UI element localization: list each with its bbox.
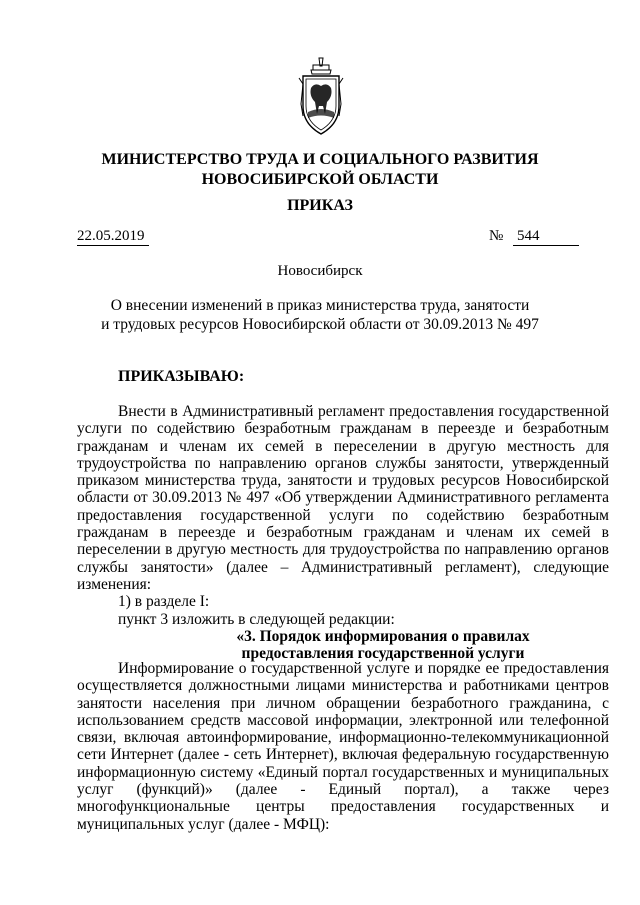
subject-line1: О внесении изменений в приказ министерства труда, занятости — [110, 297, 530, 314]
section-title-line2: предоставления государственной услуги — [241, 645, 525, 663]
subject-line2: и трудовых ресурсов Новосибирской области от 30.09.2013 № 497 — [101, 316, 539, 333]
order-verb: ПРИКАЗЫВАЮ: — [118, 368, 245, 385]
list-item-2: пункт 3 изложить в следующей редакции: — [118, 610, 395, 628]
ministry-name — [0, 150, 640, 190]
city-name: Новосибирск — [277, 263, 363, 279]
section-title — [77, 628, 609, 663]
order-date: 22.05.2019 — [77, 228, 149, 246]
order-subject — [0, 296, 640, 334]
section-title-line1: «3. Порядок информирования о правилах — [236, 627, 530, 645]
coat-of-arms-emblem — [297, 56, 345, 138]
paragraph-1: Внести в Административный регламент предоставления государственной услуги по содействию безработным гражданам в переезде и безработным гражданам и членам их семей в переселении в другую местность для трудоустройства по направлению органов службы занятости, утвержденный приказом министерства труда, занятости и трудовых ресурсов Новосибирской области от 30.09.2013 № 497 «Об утверждении Административного регламента предоставления государственной услуги по содействию безработным гражданам в переезде и безработным гражданам и членам их семей в переселении в другую местность для трудоустройства по направлению органов службы занятости» (далее – Административный регламент), следующие изменения: — [77, 403, 609, 593]
list-item-1: 1) в разделе I: — [118, 593, 210, 611]
ministry-name-line1: МИНИСТЕРСТВО ТРУДА И СОЦИАЛЬНОГО РАЗВИТИЯ — [101, 151, 539, 168]
paragraph-2: Информирование о государственной услуге и порядке ее предоставления осуществляется должностными лицами министерства и работниками центров занятости населения при личном обращении безработного гражданина, с использованием средств массовой информации, электронной или телефонной связи, включая автоинформирование, информационно-телекоммуникационной сети Интернет (далее - сеть Интернет), включая федеральную государственную информационную систему «Единый портал государственных и муниципальных услуг (функций)» (далее - Единый портал), а также через многофункциональные центры предоставления государственных и муниципальных услуг (далее - МФЦ): — [77, 660, 609, 833]
order-number: 544 — [513, 228, 579, 246]
main-text-block — [77, 403, 609, 662]
ministry-name-line2: НОВОСИБИРСКОЙ ОБЛАСТИ — [201, 171, 439, 188]
document-type-title: ПРИКАЗ — [287, 197, 353, 214]
number-sign: № — [489, 228, 504, 244]
